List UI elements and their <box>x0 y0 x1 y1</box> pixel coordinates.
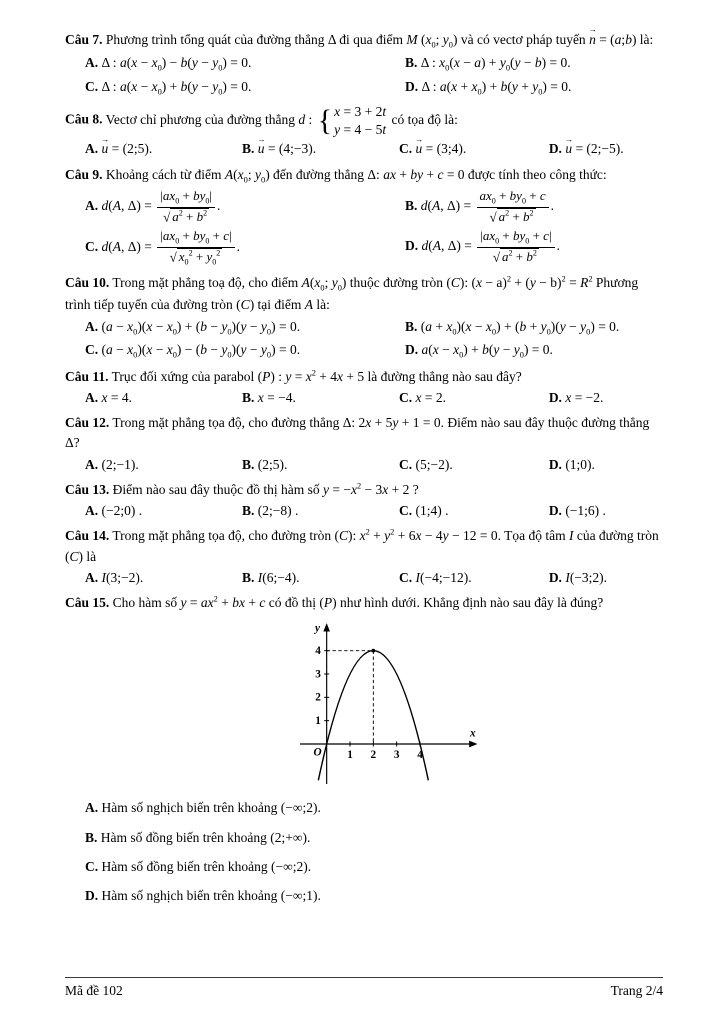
option-label: D. <box>548 141 562 157</box>
option-label: C. <box>85 858 99 874</box>
question-15 <box>65 593 663 907</box>
option-B <box>242 387 399 409</box>
option-text: x = 2. <box>415 389 446 405</box>
option-text: u → = (2;−5). <box>565 141 623 156</box>
option-B <box>242 500 399 522</box>
option-label: A. <box>85 55 99 71</box>
option-label: C. <box>85 342 99 358</box>
question-stem <box>65 165 663 187</box>
option-text: x = −2. <box>565 389 604 405</box>
option-label: D. <box>548 569 562 585</box>
question-text: Trong mặt phẳng tọa độ, cho đường tròn (C): $x^2 + y^2 + 6x - 4y - 12 = 0$. Tọa độ tâm I của đường tròn (C) là <box>65 527 659 564</box>
question-options <box>65 454 663 476</box>
question-options <box>65 500 663 522</box>
y-tick-label: 1 <box>315 715 321 728</box>
option-label: C. <box>398 141 413 157</box>
question-label: Câu 10. <box>65 275 110 291</box>
y-axis-arrow <box>323 624 330 632</box>
option-A <box>85 52 405 76</box>
option-B <box>242 138 399 160</box>
exam-code: Mã đề 102 <box>65 983 123 999</box>
option-label: D. <box>548 503 562 519</box>
option-A <box>85 187 405 227</box>
question-options <box>65 316 663 363</box>
option-A <box>85 567 242 589</box>
option-text: (2;−8) . <box>257 503 299 519</box>
question-text: Điểm nào sau đây thuộc đồ thị hàm số $y = -x^2 - 3x + 2$ ? <box>112 481 419 497</box>
option-text: $(a + x_0)(x - x_0) + (b + y_0)(y - y_0) = 0$. <box>420 318 620 337</box>
x-axis-label: x <box>470 727 476 740</box>
option-label: A. <box>85 503 99 519</box>
option-text: I(−4;−12). <box>415 569 472 585</box>
option-label: B. <box>241 456 255 472</box>
option-C <box>85 339 405 363</box>
option-text: d(A, Δ) = $\frac{|ax_0 + by_0|}{√ a^2 + b^2}$ . <box>101 187 221 225</box>
option-text: (1;4) . <box>415 503 449 519</box>
option-text: $(a - x_0)(x - x_0) + (b - y_0)(y - y_0) = 0$. <box>101 318 301 337</box>
option-label: C. <box>398 503 413 519</box>
option-label: D. <box>548 389 562 405</box>
question-13 <box>65 480 663 523</box>
question-label: Câu 8. <box>65 111 103 127</box>
option-label: C. <box>85 239 99 255</box>
option-A <box>85 500 242 522</box>
option-text: Δ : $a(x + x_0) + b(y + y_0) = 0$. <box>421 78 572 97</box>
question-text: Trong mặt phẳng tọa độ, cho đường thẳng Δ: 2x + 5y + 1 = 0. Điểm nào sau đây thuộc đường thẳng Δ? <box>65 415 650 451</box>
option-text: u → = (2;5). <box>102 141 153 156</box>
y-tick-label: 4 <box>315 645 321 658</box>
vertex-point <box>371 649 375 653</box>
question-label: Câu 15. <box>65 595 110 611</box>
x-tick-label: 1 <box>347 749 353 762</box>
page-number: Trang 2/4 <box>610 983 663 999</box>
question-text: Cho hàm số $y = ax^2$ + bx + c có đồ thị (P) như hình dưới. Khẳng định nào sau đây là đúng? <box>112 594 604 611</box>
option-text: Δ : $a(x - x_0) - b(y - y_0) = 0$. <box>101 55 252 73</box>
question-label: Câu 7. <box>65 32 103 47</box>
option-A <box>85 387 242 409</box>
option-D <box>549 138 663 160</box>
y-axis-label: y <box>315 622 320 635</box>
option-text: (−1;6) . <box>565 503 606 519</box>
option-text: Hàm số nghịch biến trên khoảng (−∞;2). <box>101 800 321 816</box>
option-label: A. <box>85 198 99 214</box>
option-D <box>405 339 663 363</box>
option-label: C. <box>398 569 413 585</box>
option-label: B. <box>241 141 255 157</box>
question-7 <box>65 30 663 99</box>
question-stem <box>65 480 663 500</box>
option-label: D. <box>404 342 419 358</box>
option-B <box>405 316 663 340</box>
y-tick-label: 3 <box>315 668 321 681</box>
question-label: Câu 13. <box>65 481 110 497</box>
question-text: Khoảng cách từ điểm $A(x_0$; $y_0$) đến đường thẳng Δ: ax + by + c = 0 được tính theo công thức: <box>105 166 607 185</box>
option-label: B. <box>85 829 98 845</box>
x-axis-arrow <box>469 741 477 748</box>
option-label: B. <box>241 569 255 585</box>
question-label: Câu 11. <box>65 368 109 384</box>
question-9 <box>65 165 663 269</box>
question-stem <box>65 367 663 387</box>
option-B <box>242 567 399 589</box>
option-label: B. <box>404 55 418 71</box>
option-A <box>85 454 242 476</box>
option-text: (−2;0) . <box>101 503 143 519</box>
question-14 <box>65 526 663 589</box>
question-label: Câu 9. <box>65 166 103 182</box>
question-options <box>65 52 663 99</box>
question-options <box>65 187 663 269</box>
option-label: C. <box>85 78 99 94</box>
option-label: A. <box>85 318 99 334</box>
option-text: d(A, Δ) = $\frac{|ax_0 + by_0 + c|}{√ x_0^2 + y_0^2}$ . <box>101 227 240 267</box>
option-C <box>399 567 549 589</box>
option-text: (2;5). <box>257 456 288 472</box>
option-C <box>399 500 549 522</box>
option-text: d(A, Δ) = $\frac{|ax_0 + by_0 + c|}{√ a^2 + b^2}$ . <box>421 227 560 265</box>
option-label: C. <box>398 456 413 472</box>
option-text: (5;−2). <box>415 456 453 472</box>
option-label: B. <box>404 318 418 334</box>
option-text: (1;0). <box>565 456 595 472</box>
option-label: D. <box>85 888 99 904</box>
option-D <box>549 454 663 476</box>
option-label: A. <box>85 141 99 157</box>
parabola-figure <box>285 619 663 793</box>
question-text: Trong mặt phẳng toạ độ, cho điểm $A(x_0$; $y_0$) thuộc đường tròn (C): $(x - a)^2 + (y - b)^2 = R^2$ Phương trình tiếp tuyến của đường tròn (C) tại điểm A là: <box>65 274 639 313</box>
question-label: Câu 12. <box>65 415 110 431</box>
option-text: Hàm số nghịch biến trên khoảng (−∞;1). <box>101 888 321 904</box>
option-A <box>85 316 405 340</box>
option-label: D. <box>548 456 562 472</box>
question-12 <box>65 413 663 476</box>
option-text: d(A, Δ) = $\frac{ax_0 + by_0 + c}{√ a^2 + b^2}$ . <box>420 187 554 225</box>
option-label: A. <box>85 456 99 472</box>
question-options <box>65 138 663 160</box>
parabola-graph <box>285 619 485 789</box>
option-text: Hàm số đồng biến trên khoảng (−∞;2). <box>101 858 312 874</box>
option-C <box>399 387 549 409</box>
option-D <box>85 885 663 907</box>
option-text: (2;−1). <box>101 456 139 472</box>
option-label: D. <box>404 238 419 254</box>
option-B <box>405 187 663 227</box>
option-text: $(a - x_0)(x - x_0) - (b - y_0)(y - y_0) = 0$. <box>101 342 301 360</box>
option-B <box>405 52 663 76</box>
option-C <box>399 138 549 160</box>
option-D <box>549 500 663 522</box>
x-tick-label: 3 <box>393 749 400 762</box>
question-8 <box>65 103 663 160</box>
option-label: B. <box>241 389 255 405</box>
option-text: I(6;−4). <box>257 569 300 585</box>
option-text: x = −4. <box>257 389 296 405</box>
option-label: D. <box>404 78 419 94</box>
x-tick-label: 2 <box>370 749 377 762</box>
option-D <box>549 567 663 589</box>
option-D <box>549 387 663 409</box>
option-A <box>85 797 663 819</box>
question-options <box>65 567 663 589</box>
question-stem <box>65 526 663 567</box>
option-text: I(−3;2). <box>565 569 608 585</box>
question-10 <box>65 273 663 363</box>
question-stem <box>65 103 663 138</box>
question-label: Câu 14. <box>65 528 110 544</box>
question-text: Trục đối xứng của parabol (P) : $y = x^2 + 4x + 5$ là đường thẳng nào sau đây? <box>111 368 522 384</box>
origin-label: O <box>313 747 322 760</box>
y-tick-label: 2 <box>315 692 321 705</box>
option-A <box>85 138 242 160</box>
option-C <box>399 454 549 476</box>
option-C <box>85 856 663 878</box>
option-label: B. <box>404 198 418 214</box>
option-label: C. <box>398 389 413 405</box>
x-tick-label: 4 <box>417 749 423 762</box>
option-label: A. <box>85 569 99 585</box>
option-C <box>85 76 405 100</box>
question-text: Phương trình tổng quát của đường thẳng Δ đi qua điểm M ($x_0$; $y_0$) và có vectơ pháp tuyến n → = (a;b) là: <box>106 32 653 47</box>
option-text: Hàm số đồng biến trên khoảng (2;+∞). <box>100 829 311 845</box>
question-options <box>65 797 663 907</box>
option-text: I(3;−2). <box>101 569 144 585</box>
option-text: Δ : $x_0(x - a) + y_0(y - b) = 0$. <box>420 55 571 73</box>
option-label: A. <box>85 800 99 816</box>
option-text: $a(x - x_0) + b(y - y_0) = 0$. <box>421 342 553 360</box>
question-text: Vectơ chỉ phương của đường thẳng d : { x = 3 + 2t y = 4 − 5t có tọa độ là: <box>105 103 458 137</box>
option-text: u → = (4;−3). <box>258 141 316 156</box>
option-D <box>405 227 663 269</box>
option-label: B. <box>241 503 255 519</box>
option-text: u → = (3;4). <box>415 141 466 156</box>
question-stem <box>65 273 663 316</box>
question-stem <box>65 30 663 52</box>
question-11 <box>65 367 663 410</box>
option-label: A. <box>85 389 99 405</box>
option-text: Δ : $a(x - x_0) + b(y - y_0) = 0$. <box>101 78 252 97</box>
page-footer <box>65 977 663 1000</box>
option-B <box>242 454 399 476</box>
question-options <box>65 387 663 409</box>
option-C <box>85 227 405 269</box>
option-D <box>405 76 663 100</box>
question-stem <box>65 593 663 613</box>
option-text: x = 4. <box>101 389 132 405</box>
option-B <box>85 827 663 849</box>
question-stem <box>65 413 663 454</box>
